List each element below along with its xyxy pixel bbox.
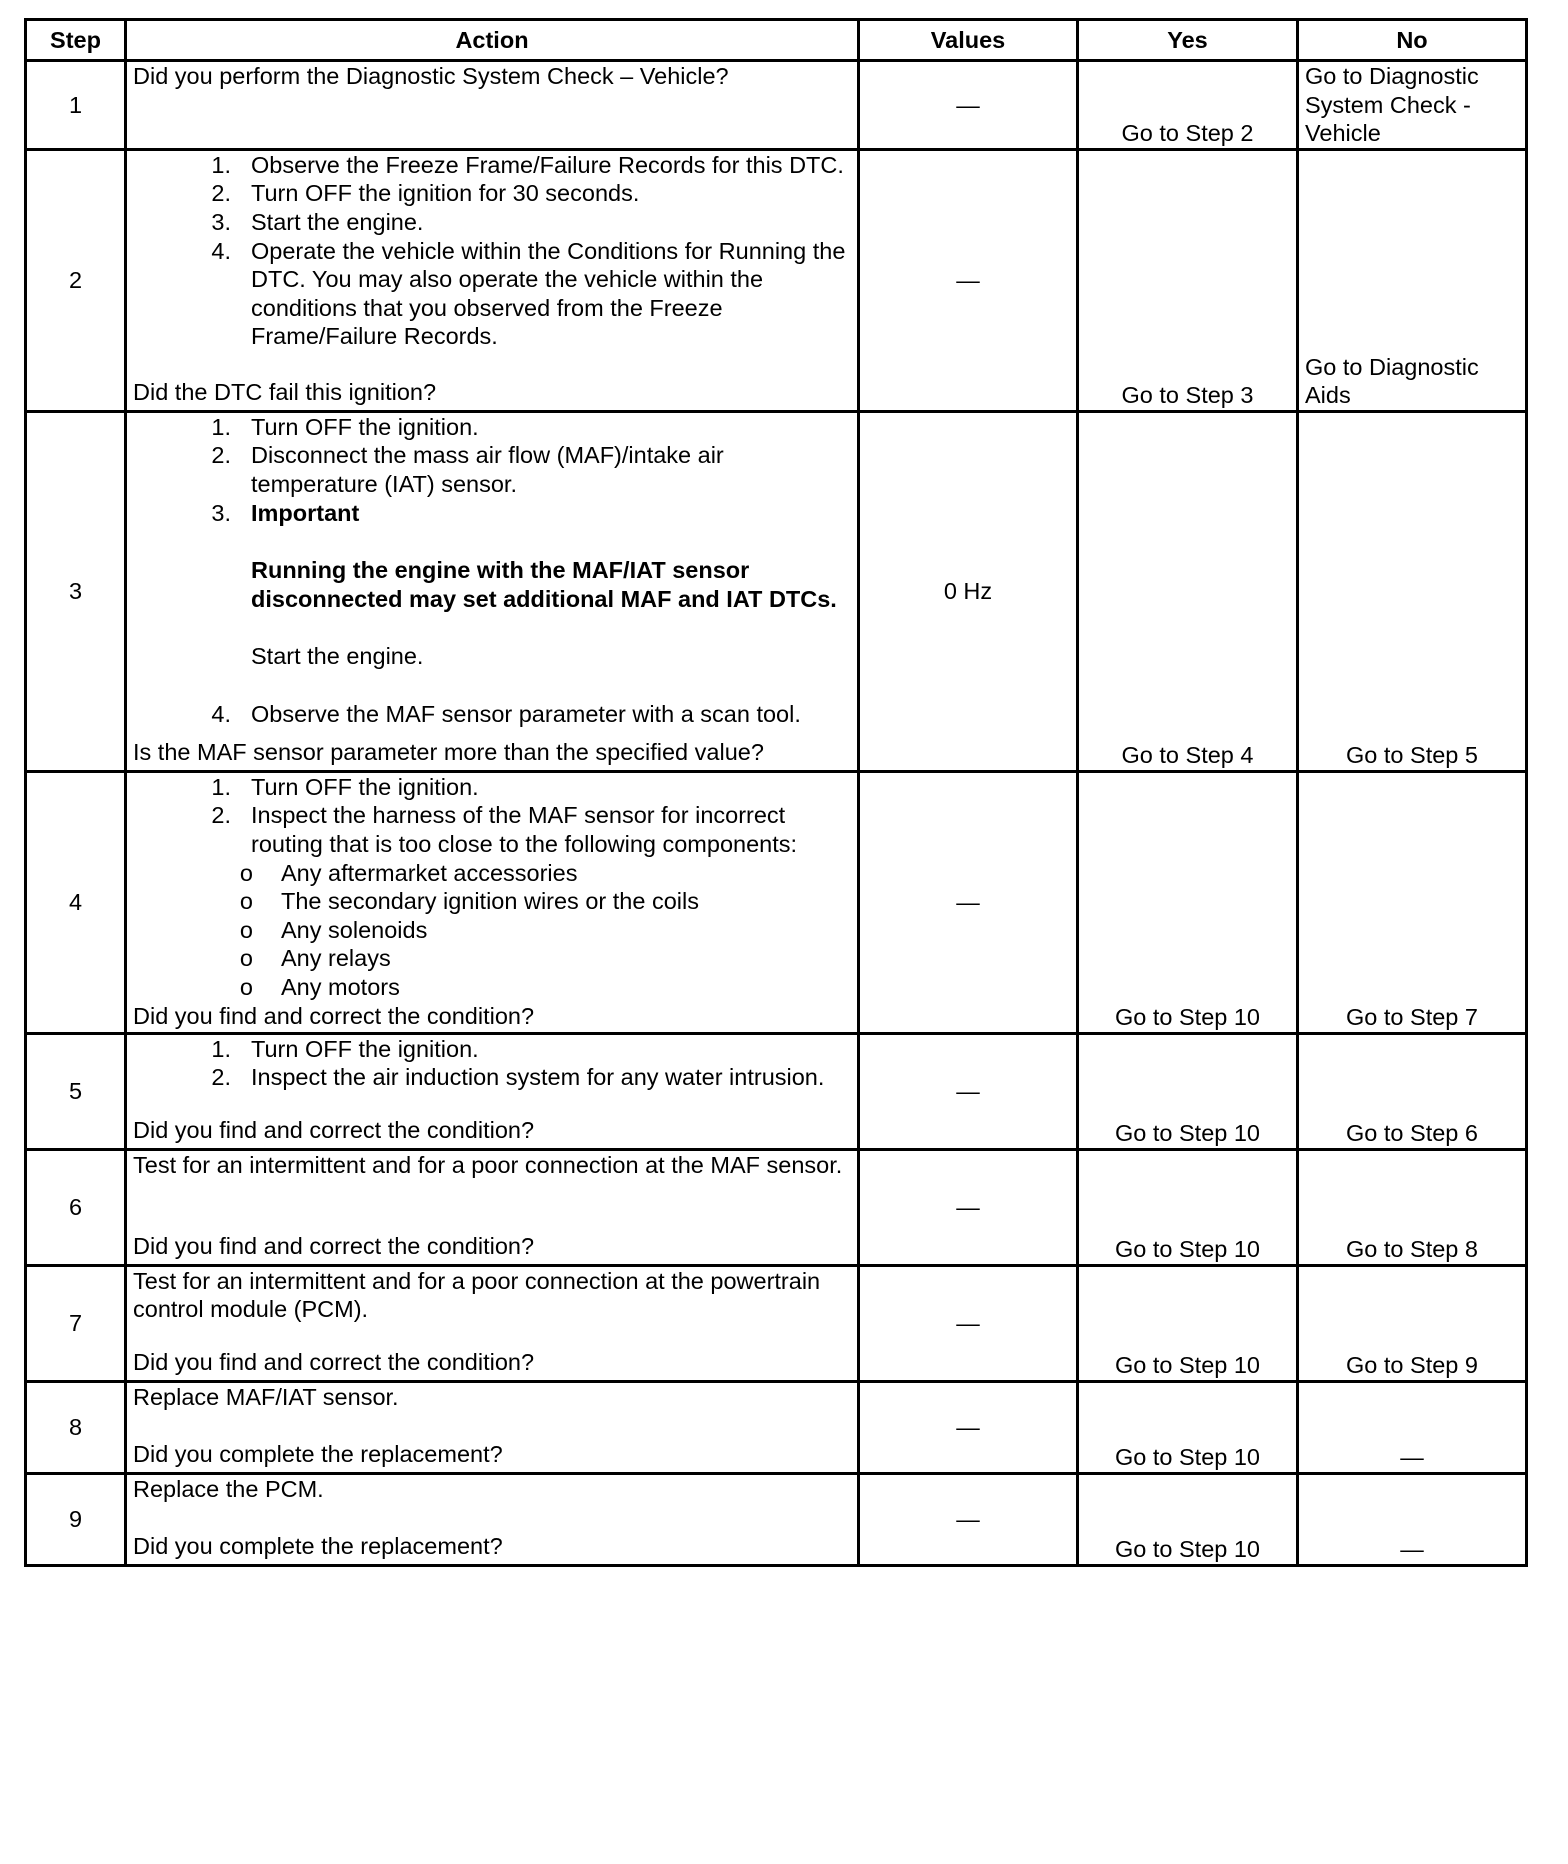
action-cell (126, 1381, 859, 1473)
bullet-icon: o (239, 859, 253, 886)
header-no: No (1298, 20, 1527, 61)
bullet-icon: o (239, 945, 253, 972)
question-text: Did you find and correct the condition? (133, 1117, 535, 1144)
value-cell: 0 Hz (859, 411, 1078, 771)
value-cell: — (859, 1473, 1078, 1565)
question-text: Is the MAF sensor parameter more than the specified value? (133, 739, 764, 766)
list-item: 1. Observe the Freeze Frame/Failure Records for this DTC. (211, 151, 844, 178)
bullet-icon: o (239, 973, 253, 1000)
step-number: 4 (26, 771, 126, 1033)
no-cell: Go to Step 8 (1298, 1149, 1527, 1265)
header-step: Step (26, 20, 126, 61)
table-row (26, 1381, 1527, 1473)
list-item: 2. Turn OFF the ignition for 30 seconds. (211, 180, 640, 207)
table-row (26, 1149, 1527, 1265)
action-cell (126, 771, 859, 1033)
list-item: 1. Turn OFF the ignition. (211, 413, 479, 440)
step-number: 1 (26, 61, 126, 150)
no-cell: Go to Step 5 (1298, 411, 1527, 771)
yes-cell: Go to Step 10 (1078, 1473, 1298, 1565)
question-text: Did you find and correct the condition? (133, 1002, 535, 1029)
value-cell: — (859, 1265, 1078, 1381)
list-item: 2. Disconnect the mass air flow (MAF)/intake air temperature (IAT) sensor. (211, 442, 724, 497)
action-cell (126, 1265, 859, 1381)
step-number: 2 (26, 149, 126, 411)
list-item: o Any relays (133, 944, 851, 973)
list-item: 3. Important (133, 499, 851, 528)
step-number: 8 (26, 1381, 126, 1473)
question-text: Did you complete the replacement? (133, 1533, 503, 1560)
diagnostic-table (24, 18, 1528, 1567)
step-number: 5 (26, 1033, 126, 1149)
no-cell: — (1298, 1473, 1527, 1565)
question-text: Did you complete the replacement? (133, 1441, 503, 1468)
action-cell (126, 1033, 859, 1149)
no-cell: Go to Diagnostic Aids (1298, 149, 1527, 411)
action-cell (126, 411, 859, 771)
question-text: Did you find and correct the condition? (133, 1349, 535, 1376)
step-number: 7 (26, 1265, 126, 1381)
action-list (133, 413, 851, 527)
action-cell (126, 1149, 859, 1265)
header-yes: Yes (1078, 20, 1298, 61)
list-item: o The secondary ignition wires or the coils (133, 887, 851, 916)
step-number: 6 (26, 1149, 126, 1265)
value-cell: — (859, 1149, 1078, 1265)
start-instruction: Start the engine. (251, 643, 424, 670)
list-item: 4. Operate the vehicle within the Conditions for Running the DTC. You may also operate the vehicle within the conditions that you observed from the Freeze Frame/Failure Records. (211, 237, 846, 350)
action-list (133, 151, 851, 351)
important-note: Running the engine with the MAF/IAT sensor disconnected may set additional MAF and IAT DTCs. (251, 557, 837, 612)
yes-cell: Go to Step 10 (1078, 1149, 1298, 1265)
important-label: Important (251, 499, 360, 526)
yes-cell: Go to Step 10 (1078, 1265, 1298, 1381)
yes-cell: Go to Step 10 (1078, 1381, 1298, 1473)
no-cell: Go to Diagnostic System Check - Vehicle (1298, 61, 1527, 150)
yes-cell: Go to Step 3 (1078, 149, 1298, 411)
action-list (133, 773, 851, 859)
header-row (26, 20, 1527, 61)
table-row (26, 1265, 1527, 1381)
no-cell: Go to Step 9 (1298, 1265, 1527, 1381)
list-item: o Any aftermarket accessories (133, 859, 851, 888)
value-cell: — (859, 771, 1078, 1033)
action-text: Replace the PCM. (133, 1475, 324, 1502)
action-text: Did you perform the Diagnostic System Check – Vehicle? (133, 63, 729, 89)
action-cell (126, 1473, 859, 1565)
action-list (133, 1035, 851, 1092)
table-row (26, 1473, 1527, 1565)
list-item: o Any solenoids (133, 916, 851, 945)
question-text: Did the DTC fail this ignition? (133, 379, 437, 406)
table-row (26, 411, 1527, 771)
table-row (26, 61, 1527, 150)
action-cell (126, 61, 859, 150)
yes-cell: Go to Step 10 (1078, 1033, 1298, 1149)
value-cell: — (859, 1381, 1078, 1473)
list-item: 1. Turn OFF the ignition. (211, 773, 479, 800)
step-number: 3 (26, 411, 126, 771)
list-item: 1. Turn OFF the ignition. (211, 1035, 479, 1062)
table-row (26, 1033, 1527, 1149)
value-cell: — (859, 61, 1078, 150)
table-row (26, 771, 1527, 1033)
header-values: Values (859, 20, 1078, 61)
yes-cell: Go to Step 10 (1078, 771, 1298, 1033)
value-cell: — (859, 149, 1078, 411)
yes-cell: Go to Step 4 (1078, 411, 1298, 771)
yes-cell: Go to Step 2 (1078, 61, 1298, 150)
action-text: Test for an intermittent and for a poor connection at the MAF sensor. (133, 1151, 843, 1178)
action-cell (126, 149, 859, 411)
list-item: o Any motors (133, 973, 851, 1002)
list-item: 4. Observe the MAF sensor parameter with a scan tool. (211, 700, 801, 727)
table-row (26, 149, 1527, 411)
bullet-icon: o (239, 888, 253, 915)
no-cell: — (1298, 1381, 1527, 1473)
no-cell: Go to Step 7 (1298, 771, 1527, 1033)
question-text: Did you find and correct the condition? (133, 1233, 535, 1260)
no-cell: Go to Step 6 (1298, 1033, 1527, 1149)
component-list (133, 859, 851, 1002)
action-text: Replace MAF/IAT sensor. (133, 1383, 399, 1410)
bullet-icon: o (239, 916, 253, 943)
action-text: Test for an intermittent and for a poor connection at the powertrain control module (PCM). (133, 1267, 821, 1323)
header-action: Action (126, 20, 859, 61)
step-number: 9 (26, 1473, 126, 1565)
list-item: 3. Start the engine. (211, 208, 424, 235)
value-cell: — (859, 1033, 1078, 1149)
list-item: 2. Inspect the air induction system for any water intrusion. (211, 1064, 825, 1091)
list-item: 2. Inspect the harness of the MAF sensor for incorrect routing that is too close to the following components: (211, 802, 798, 857)
